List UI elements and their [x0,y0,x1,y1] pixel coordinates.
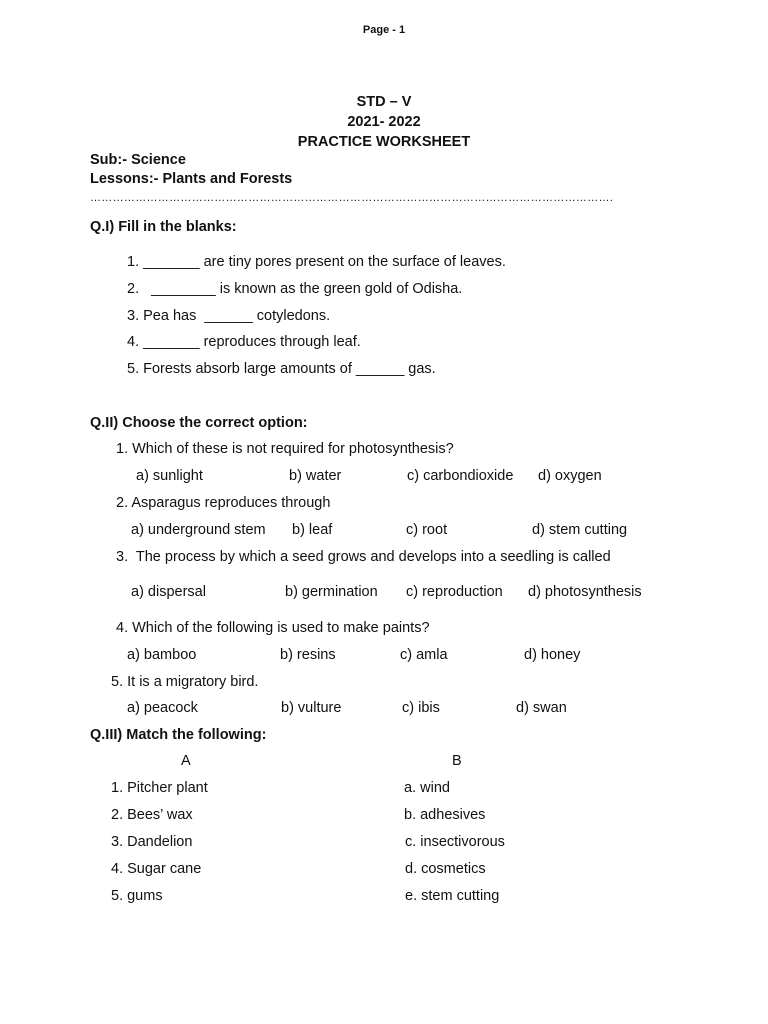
match-right-item: c. insectivorous [405,834,505,850]
q2-option: b) water [289,468,342,484]
match-left-item: 4. Sugar cane [111,861,202,877]
q2-option: b) resins [280,647,336,663]
q2-option: c) ibis [402,700,440,716]
dotted-divider: …………………………………………………………………………………………………………………………. [90,194,614,202]
q2-option: d) oxygen [538,468,602,484]
q2-option: a) sunlight [136,468,203,484]
match-left-item: 1. Pitcher plant [111,780,208,796]
match-right-item: b. adhesives [404,807,486,823]
q2-option: d) honey [524,647,581,663]
worksheet-title: PRACTICE WORKSHEET [297,134,471,150]
q3-heading: Q.III) Match the following: [90,727,267,743]
q1-item: 3. Pea has ______ cotyledons. [127,308,331,324]
q1-item: 4. _______ reproduces through leaf. [127,334,361,350]
q2-option: b) leaf [292,522,333,538]
q2-option: c) root [406,522,448,538]
q2-option: b) vulture [281,700,342,716]
q2-option: a) peacock [127,700,198,716]
lessons-label: Lessons:- Plants and Forests [90,171,293,187]
match-right-item: d. cosmetics [405,861,486,877]
q2-heading: Q.II) Choose the correct option: [90,415,308,431]
q1-item: 5. Forests absorb large amounts of ______ gas. [127,361,436,377]
std-label: STD – V [356,94,412,110]
q2-question: 1. Which of these is not required for photosynthesis? [116,441,454,457]
q2-question: 2. Asparagus reproduces through [116,495,331,511]
q2-option: a) dispersal [131,584,206,600]
match-left-item: 3. Dandelion [111,834,193,850]
q2-option: c) carbondioxide [407,468,514,484]
match-right-item: a. wind [404,780,450,796]
q2-question: 3. The process by which a seed grows and develops into a seedling is called [116,549,611,565]
match-left-item: 2. Bees’ wax [111,807,193,823]
q2-option: a) bamboo [127,647,197,663]
q2-option: d) stem cutting [532,522,628,538]
subject-label: Sub:- Science [90,152,186,168]
q2-option: d) photosynthesis [528,584,642,600]
q2-option: c) amla [400,647,448,663]
q2-option: c) reproduction [406,584,503,600]
q2-option: d) swan [516,700,567,716]
q1-item: 2. ________ is known as the green gold of Odisha. [127,281,463,297]
q2-question: 4. Which of the following is used to make paints? [116,620,430,636]
column-b-header: B [452,753,462,769]
match-right-item: e. stem cutting [405,888,500,904]
page-number: Page - 1 [362,24,406,36]
q2-option: a) underground stem [131,522,266,538]
q2-question: 5. It is a migratory bird. [111,674,259,690]
year-label: 2021- 2022 [347,114,421,130]
column-a-header: A [181,753,191,769]
q1-item: 1. _______ are tiny pores present on the surface of leaves. [127,254,506,270]
q1-heading: Q.I) Fill in the blanks: [90,219,237,235]
q2-option: b) germination [285,584,378,600]
match-left-item: 5. gums [111,888,163,904]
